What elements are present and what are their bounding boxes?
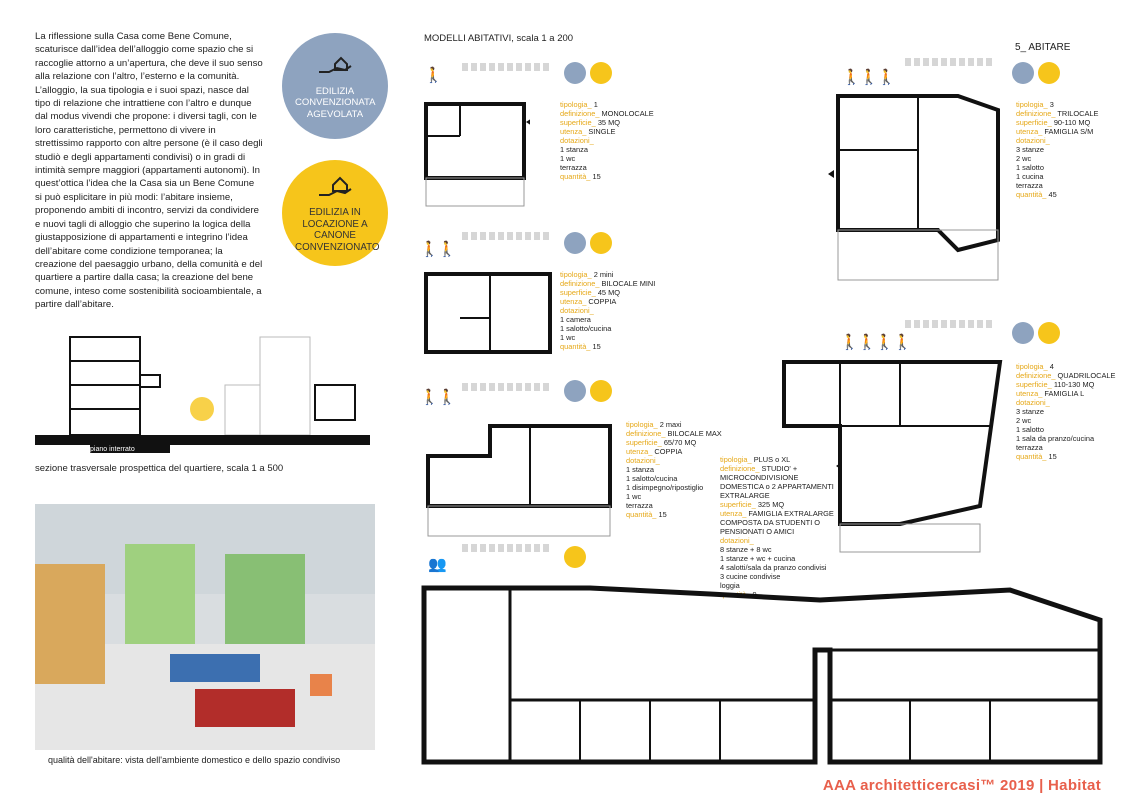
label-quantita: quantità_ (1016, 190, 1047, 199)
value-quantita: 15 (592, 172, 601, 181)
circle-locazione (282, 160, 388, 266)
value-tipologia: 1 (593, 100, 598, 109)
value-superficie: 35 MQ (597, 118, 620, 127)
value-superficie: 90-110 MQ (1053, 118, 1091, 127)
convenzionata-badge-icon (564, 380, 586, 402)
unit-5-badges (1012, 322, 1060, 349)
label-dotazioni: dotazioni_ (626, 456, 660, 465)
label-definizione: definizione_ (1016, 371, 1056, 380)
label-tipologia: tipologia_ (720, 455, 752, 464)
locazione-badge-icon (1038, 62, 1060, 84)
dotazione-item: 1 camera (560, 315, 591, 324)
label-dotazioni: dotazioni_ (720, 536, 754, 545)
value-definizione: BILOCALE MINI (601, 279, 656, 288)
dotazione-item: 2 wc (1016, 416, 1032, 425)
locazione-badge-icon (1038, 322, 1060, 344)
value-quantita: 15 (1048, 452, 1057, 461)
label-utenza: utenza_ (560, 297, 587, 306)
dotazione-item: 1 stanze + wc + cucina (720, 554, 796, 563)
value-utenza: FAMIGLIA L (1044, 389, 1085, 398)
people-icon: 🚶 (424, 67, 442, 84)
locazione-badge-icon (564, 546, 586, 568)
dotazione-item: terrazza (1016, 443, 1043, 452)
locazione-badge-icon (590, 380, 612, 402)
label-superficie: superficie_ (626, 438, 662, 447)
house-hand-icon (315, 52, 355, 82)
value-quantita: 15 (658, 510, 667, 519)
section-caption: sezione trasversale prospettica del quartiere, scala 1 a 500 (35, 463, 284, 474)
dotazione-item: 2 wc (1016, 154, 1032, 163)
dotazione-item: loggia (720, 581, 740, 590)
house-hand-icon (315, 173, 355, 203)
circle-label-2: EDILIZIA IN LOCAZIONE A CANONE CONVENZIONATO (295, 207, 380, 253)
convenzionata-badge-icon (1012, 322, 1034, 344)
value-utenza: FAMIGLIA EXTRALARGE COMPOSTA DA STUDENTI O PENSIONATI O AMICI (720, 509, 834, 536)
unit-strip (462, 63, 552, 71)
value-superficie: 65/70 MQ (663, 438, 697, 447)
label-quantita: quantità_ (560, 172, 591, 181)
dotazione-item: 1 wc (560, 154, 576, 163)
value-quantita: 45 (1048, 190, 1057, 199)
unit-6-specs (720, 455, 840, 599)
dotazione-item: 1 salotto/cucina (626, 474, 678, 483)
label-dotazioni: dotazioni_ (1016, 136, 1050, 145)
dotazione-item: terrazza (626, 501, 653, 510)
dotazione-item: 1 cucina (1016, 172, 1044, 181)
floorplan-2 (420, 268, 560, 358)
unit-1-specs (560, 100, 670, 181)
unit-3-specs (626, 420, 726, 519)
label-tipologia: tipologia_ (560, 270, 592, 279)
value-tipologia: PLUS o XL (753, 455, 791, 464)
people-icon: 🚶🚶🚶🚶 (840, 334, 911, 351)
value-quantita: 9 (752, 590, 757, 599)
value-quantita: 15 (592, 342, 601, 351)
label-tipologia: tipologia_ (1016, 100, 1048, 109)
circle-convenzionata (282, 33, 388, 139)
unit-strip (905, 58, 995, 66)
label-superficie: superficie_ (720, 500, 756, 509)
convenzionata-badge-icon (564, 232, 586, 254)
value-superficie: 45 MQ (597, 288, 620, 297)
label-tipologia: tipologia_ (560, 100, 592, 109)
dotazione-item: 4 salotti/sala da pranzo condivisi (720, 563, 827, 572)
label-dotazioni: dotazioni_ (560, 136, 594, 145)
unit-strip (462, 232, 552, 240)
people-icon: 🚶🚶 (420, 389, 456, 406)
label-dotazioni: dotazioni_ (1016, 398, 1050, 407)
dotazione-item: 1 sala da pranzo/cucina (1016, 434, 1095, 443)
dotazione-item: 3 cucine condivise (720, 572, 781, 581)
label-tipologia: tipologia_ (1016, 362, 1048, 371)
floorplan-1 (420, 98, 530, 208)
floorplan-6 (410, 580, 1110, 770)
convenzionata-badge-icon (1012, 62, 1034, 84)
value-definizione: TRILOCALE (1057, 109, 1099, 118)
people-group-icon: 👥 (428, 556, 446, 573)
dotazione-item: 1 salotto/cucina (560, 324, 612, 333)
dotazione-item: 3 stanze (1016, 407, 1044, 416)
floorplan-4 (828, 90, 1008, 290)
locazione-badge-icon (590, 62, 612, 84)
label-superficie: superficie_ (560, 288, 596, 297)
label-definizione: definizione_ (1016, 109, 1056, 118)
locazione-badge-icon (590, 232, 612, 254)
unit-3-badges (564, 380, 612, 407)
label-quantita: quantità_ (560, 342, 591, 351)
section-drawing (30, 325, 375, 460)
value-definizione: MONOLOCALE (601, 109, 654, 118)
label-dotazioni: dotazioni_ (560, 306, 594, 315)
dotazione-item: terrazza (560, 163, 587, 172)
dotazione-item: 8 stanze + 8 wc (720, 545, 772, 554)
value-tipologia: 2 maxi (659, 420, 682, 429)
value-tipologia: 4 (1049, 362, 1054, 371)
value-utenza: FAMIGLIA S/M (1044, 127, 1094, 136)
label-definizione: definizione_ (560, 279, 600, 288)
models-title: MODELLI ABITATIVI, scala 1 a 200 (424, 33, 574, 44)
label-tipologia: tipologia_ (626, 420, 658, 429)
section-title: 5_ ABITARE (1015, 42, 1071, 53)
circle-label-1: EDILIZIA CONVENZIONATA AGEVOLATA (295, 85, 376, 120)
unit-5-specs (1016, 362, 1126, 461)
value-definizione: QUADRILOCALE (1057, 371, 1116, 380)
value-definizione: BILOCALE MAX (667, 429, 722, 438)
interior-photo (35, 504, 375, 750)
label-quantita: quantità_ (720, 590, 751, 599)
basement-label: piano interrato (90, 446, 135, 453)
floorplan-3 (420, 420, 620, 540)
dotazione-item: 3 stanze (1016, 145, 1044, 154)
unit-strip (905, 320, 995, 328)
photo-caption: qualità dell'abitare: vista dell'ambiente domestico e dello spazio condiviso (48, 755, 341, 765)
unit-4-badges (1012, 62, 1060, 89)
unit-strip (462, 383, 552, 391)
value-superficie: 110-130 MQ (1053, 380, 1095, 389)
label-definizione: definizione_ (720, 464, 760, 473)
value-tipologia: 2 mini (593, 270, 614, 279)
value-utenza: COPPIA (654, 447, 683, 456)
dotazione-item: 1 salotto (1016, 425, 1044, 434)
dotazione-item: 1 wc (626, 492, 642, 501)
value-utenza: SINGLE (588, 127, 616, 136)
dotazione-item: terrazza (1016, 181, 1043, 190)
unit-strip (462, 544, 552, 552)
label-utenza: utenza_ (626, 447, 653, 456)
label-utenza: utenza_ (1016, 127, 1043, 136)
convenzionata-badge-icon (564, 62, 586, 84)
unit-2-specs (560, 270, 670, 351)
value-tipologia: 3 (1049, 100, 1054, 109)
label-utenza: utenza_ (720, 509, 747, 518)
dotazione-item: 1 stanza (626, 465, 654, 474)
people-icon: 🚶🚶🚶 (842, 69, 896, 86)
value-superficie: 325 MQ (757, 500, 785, 509)
dotazione-item: 1 wc (560, 333, 576, 342)
dotazione-item: 1 stanza (560, 145, 588, 154)
unit-2-badges (564, 232, 612, 259)
footer-brand: AAA architetticercasi™ 2019 | Habitat (822, 777, 1101, 794)
value-definizione: STUDIO' + MICROCONDIVISIONE DOMESTICA o 2 APPARTAMENTI EXTRALARGE (720, 464, 834, 500)
label-quantita: quantità_ (1016, 452, 1047, 461)
value-utenza: COPPIA (588, 297, 617, 306)
label-superficie: superficie_ (1016, 380, 1052, 389)
unit-1-badges (564, 62, 612, 89)
label-quantita: quantità_ (626, 510, 657, 519)
dotazione-item: 1 salotto (1016, 163, 1044, 172)
unit-6-badges (564, 546, 586, 573)
people-icon: 🚶🚶 (420, 241, 456, 258)
intro-text: La riflessione sulla Casa come Bene Comune, scaturisce dall’idea dell’alloggio come spazio che si raccoglie attorno a un’apertura, che deve il suo senso alla relazione con l’altro, l’esterno e la comunità. L’alloggio, la sua tipologia e i suoi spazi, nasce dal tipo di relazione che intrattiene con l’altro e dunque dal modus vivendi che propone: i diversi tagli, con le loro caratteristiche, permettono di vivere in strettissimo rapporto con altre persone (è il caso degli studiò e degli appartamenti condivisi) o in gradi di intimità sempre maggiori (appartamenti autonomi). In quest’ottica l’idea che la Casa sia un Bene Comune si può esplicitare in più modi: l’abitare insieme, proponendo ambiti di incontro, servizi da condividere e nuovi tagli di alloggio che superino la logica della giustapposizione di appartamenti e integrino l’idea dell’abitare come condizione temporanea; la creazione del paesaggio urbano, della comunità e del quartiere a partire dalla casa; la creazione del bene comune, inteso come sostenibilità socioambientale, a partire dall’abitare. (35, 31, 263, 311)
label-superficie: superficie_ (1016, 118, 1052, 127)
unit-4-specs (1016, 100, 1126, 199)
dotazione-item: 1 disimpegno/ripostiglio (626, 483, 704, 492)
label-definizione: definizione_ (626, 429, 666, 438)
label-superficie: superficie_ (560, 118, 596, 127)
label-utenza: utenza_ (560, 127, 587, 136)
label-utenza: utenza_ (1016, 389, 1043, 398)
label-definizione: definizione_ (560, 109, 600, 118)
